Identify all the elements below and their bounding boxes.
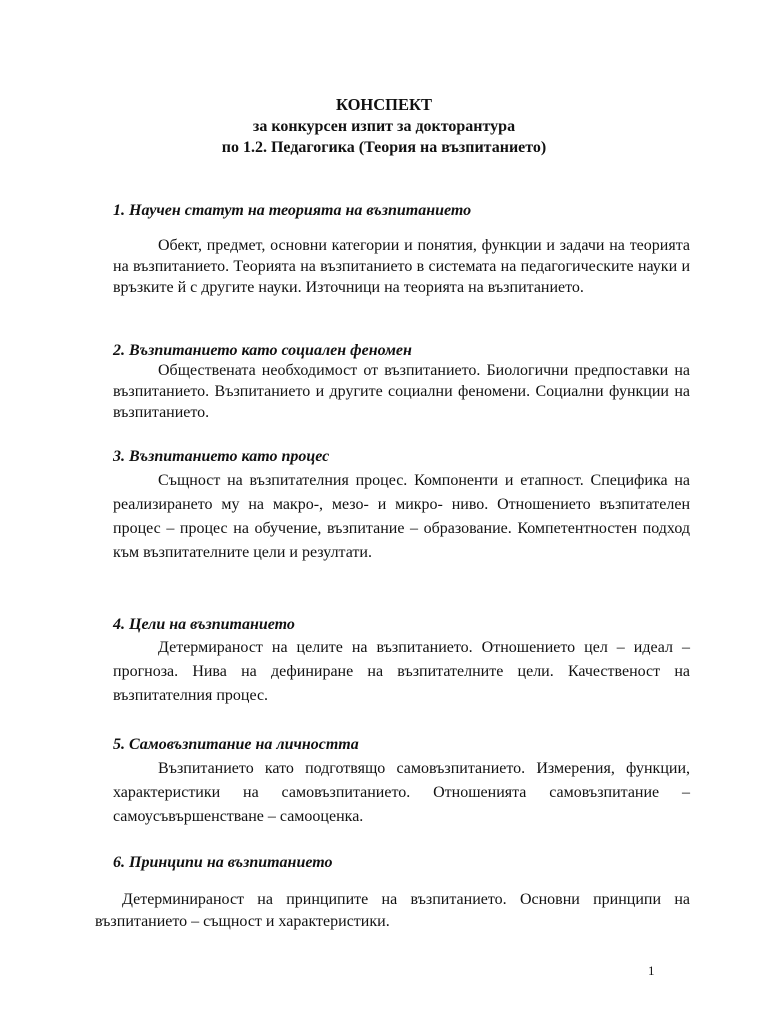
section-title-3: 3. Възпитанието като процес — [113, 448, 330, 465]
section-title-6: 6. Принципи на възпитанието — [113, 854, 333, 871]
section-text-1: Обект, предмет, основни категории и понятия, функции и задачи на теорията на възпитанието. Теорията на възпитанието в системата на педагогическите науки и връзките й с другите науки. Източници на теорията на възпитанието. — [113, 237, 690, 296]
document-title: КОНСПЕКТ — [336, 95, 432, 114]
section-text-3: Същност на възпитателния процес. Компоненти и етапност. Специфика на реализирането му на макро-, мезо- и микро- ниво. Отношението възпитателен процес – процес на обучение, възпитание – образование. Компетентностен подход към възпитателните цели и резултати. — [113, 472, 690, 561]
section-text-6: Детерминираност на принципите на възпитанието. Основни принципи на възпитанието – същност и характеристики. — [95, 891, 690, 930]
section-text-4: Детермираност на целите на възпитанието. Отношението цел – идеал – прогноза. Нива на дефиниране на възпитателните цели. Качественост на възпитателния процес. — [113, 639, 690, 704]
document-subtitle: за конкурсен изпит за докторантура — [252, 118, 516, 135]
page-number: 1 — [648, 963, 655, 978]
section-title-5: 5. Самовъзпитание на личността — [113, 736, 359, 753]
document-discipline: по 1.2. Педагогика (Теория на възпитанието) — [221, 139, 547, 156]
section-text-5: Възпитанието като подготвящо самовъзпитанието. Измерения, функции, характеристики на самовъзпитанието. Отношенията самовъзпитание – самоусъвършенстване – самооценка. — [113, 760, 690, 825]
section-title-4: 4. Цели на възпитанието — [113, 616, 295, 633]
section-text-2: Обществената необходимост от възпитанието. Биологични предпоставки на възпитанието. Възпитанието и другите социални феномени. Социални функции на възпитанието. — [113, 362, 690, 421]
section-title-2: 2. Възпитанието като социален феномен — [113, 342, 412, 359]
section-title-1: 1. Научен статут на теорията на възпитанието — [113, 202, 472, 219]
